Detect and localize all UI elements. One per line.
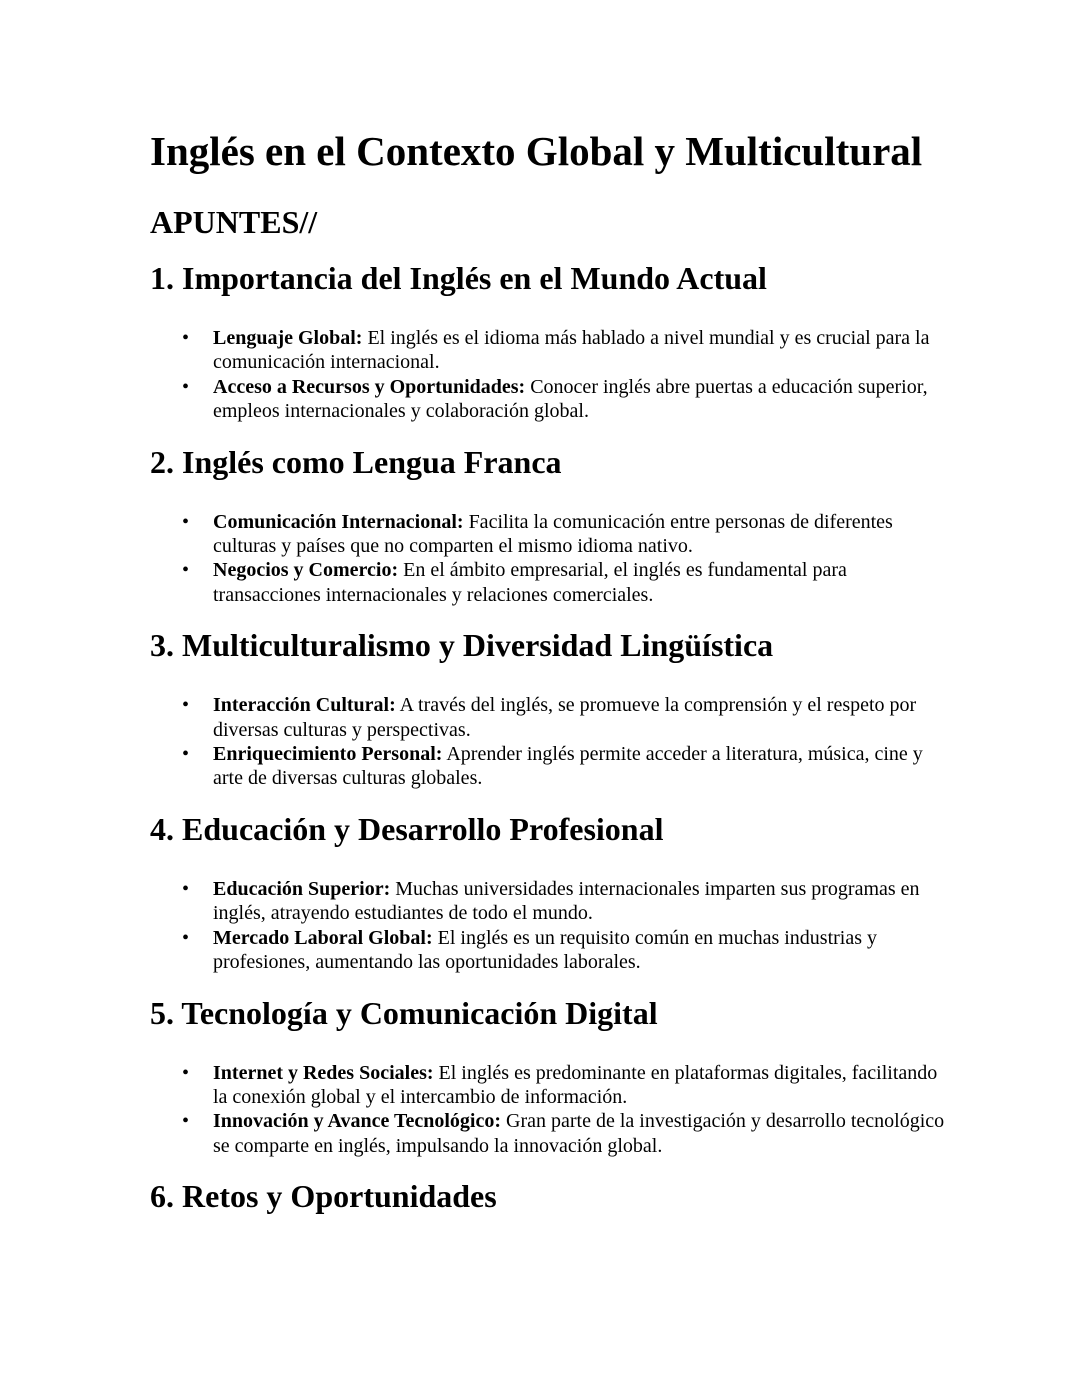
list-item-text: Gran parte de la investigación y desarrollo tecnológico se comparte en inglés, impulsando la innovación global.	[213, 1110, 945, 1157]
section-3	[150, 627, 950, 791]
bullet-icon: •	[182, 1110, 190, 1133]
section-heading: 4. Educación y Desarrollo Profesional	[150, 810, 664, 847]
section-4	[150, 811, 950, 975]
bullet-icon: •	[182, 694, 190, 717]
list-item-label: Internet y Redes Sociales:	[213, 1061, 434, 1084]
list-item	[182, 375, 950, 424]
bullet-list	[150, 510, 950, 608]
list-item-text: A través del inglés, se promueve la comprensión y el respeto por diversas culturas y perspectivas.	[213, 694, 917, 741]
list-item-text: Conocer inglés abre puertas a educación superior, empleos internacionales y colaboración global.	[213, 375, 928, 423]
bullet-icon: •	[182, 926, 190, 949]
bullet-icon: •	[182, 1061, 190, 1084]
list-item-label: Mercado Laboral Global:	[213, 926, 433, 949]
bullet-list	[150, 877, 950, 975]
document-title: Inglés en el Contexto Global y Multicultural	[150, 128, 923, 174]
list-item-text: El inglés es el idioma más hablado a nivel mundial y es crucial para la comunicación internacional.	[213, 327, 930, 374]
list-item-label: Enriquecimiento Personal:	[213, 743, 443, 766]
bullet-icon: •	[182, 877, 190, 900]
list-item	[182, 693, 950, 742]
document-page	[150, 128, 950, 1214]
list-item	[182, 510, 950, 559]
section-1	[150, 260, 950, 424]
list-item-label: Lenguaje Global:	[213, 327, 363, 349]
list-item	[182, 1109, 950, 1158]
list-item	[182, 926, 950, 975]
sections-container	[150, 260, 950, 1214]
list-item-label: Comunicación Internacional:	[213, 510, 464, 533]
bullet-icon: •	[182, 559, 190, 582]
section-6	[150, 1178, 950, 1214]
bullet-icon: •	[182, 743, 190, 766]
section-heading: 3. Multiculturalismo y Diversidad Lingüística	[150, 627, 774, 664]
bullet-list	[150, 326, 950, 424]
list-item-text: Aprender inglés permite acceder a literatura, música, cine y arte de diversas culturas globales.	[213, 743, 923, 790]
bullet-icon: •	[182, 510, 190, 533]
section-heading: 1. Importancia del Inglés en el Mundo Actual	[150, 260, 767, 296]
list-item-text: El inglés es un requisito común en muchas industrias y profesiones, aumentando las oportunidades laborales.	[213, 926, 877, 974]
list-item-label: Interacción Cultural:	[213, 694, 396, 717]
bullet-list	[150, 1061, 950, 1159]
list-item	[182, 742, 950, 791]
list-item-text: Facilita la comunicación entre personas de diferentes culturas y países que no comparten el mismo idioma nativo.	[213, 510, 893, 558]
list-item	[182, 877, 950, 926]
list-item	[182, 1061, 950, 1110]
section-5	[150, 995, 950, 1159]
bullet-list	[150, 693, 950, 791]
list-item-text: El inglés es predominante en plataformas digitales, facilitando la conexión global y el intercambio de información.	[213, 1061, 938, 1108]
list-item	[182, 326, 950, 375]
section-2	[150, 444, 950, 608]
bullet-icon: •	[182, 327, 190, 349]
list-item-label: Educación Superior:	[213, 877, 391, 900]
section-heading: 5. Tecnología y Comunicación Digital	[150, 994, 658, 1031]
section-heading: 2. Inglés como Lengua Franca	[150, 443, 562, 480]
document-subtitle: APUNTES//	[150, 204, 318, 240]
list-item	[182, 558, 950, 607]
section-heading: 6. Retos y Oportunidades	[150, 1178, 497, 1215]
list-item-label: Negocios y Comercio:	[213, 559, 399, 582]
list-item-text: Muchas universidades internacionales imparten sus programas en inglés, atrayendo estudiantes de todo el mundo.	[213, 877, 920, 925]
list-item-text: En el ámbito empresarial, el inglés es fundamental para transacciones internacionales y relaciones comerciales.	[213, 559, 847, 606]
list-item-label: Innovación y Avance Tecnológico:	[213, 1110, 501, 1133]
list-item-label: Acceso a Recursos y Oportunidades:	[213, 375, 526, 398]
bullet-icon: •	[182, 375, 190, 398]
